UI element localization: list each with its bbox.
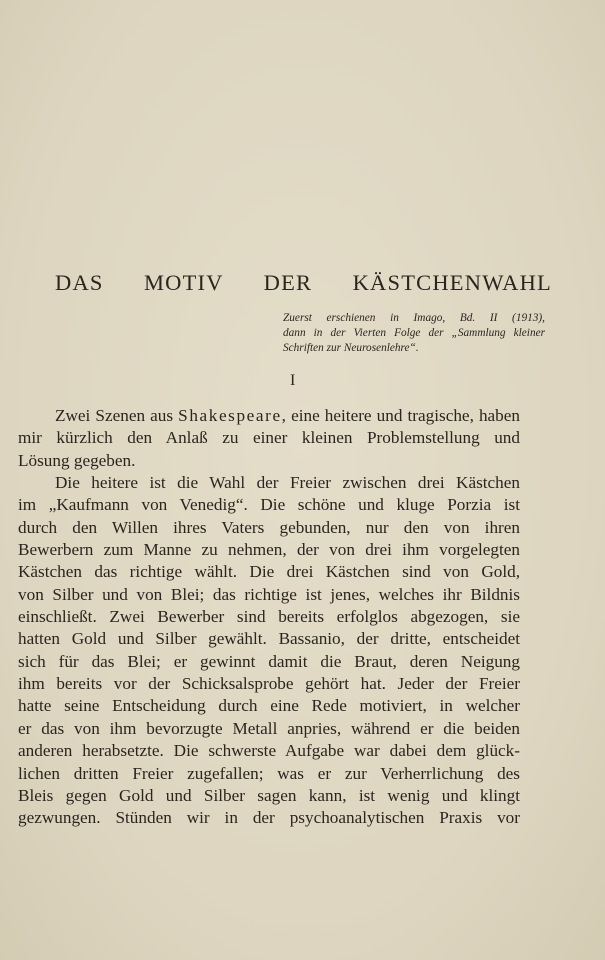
text-line: Kästchen das richtige wählt. Die drei Kästchen sind von Gold,: [18, 562, 520, 582]
source-note-line: Schriften zur Neurosenlehre“.: [283, 342, 419, 354]
text-line: sich für das Blei; er gewinnt damit die Braut, deren Neigung: [18, 651, 520, 671]
page-title: DAS MOTIV DER KÄSTCHENWAHL: [55, 270, 552, 295]
body-text: [18, 405, 520, 830]
text-line: lichen dritten Freier zugefallen; was er zur Verherrlichung des: [18, 763, 520, 783]
text-line: einschließt. Zwei Bewerber sind bereits erfolglos abgezogen, sie: [18, 607, 520, 627]
text-line: Lösung gegeben.: [18, 450, 136, 470]
text-line: ihm bereits vor der Schicksalsprobe gehört hat. Jeder der Freier: [18, 674, 520, 694]
text-line: durch den Willen ihres Vaters gebunden, nur den von ihren: [18, 517, 520, 537]
text-line: [18, 405, 520, 427]
text-line: mir kürzlich den Anlaß zu einer kleinen Problemstellung und: [18, 428, 520, 448]
section-number: I: [290, 372, 296, 389]
source-note-line: dann in der Vierten Folge der „Sammlung kleiner: [283, 327, 545, 339]
source-note: [283, 311, 545, 356]
text-line: er das von ihm bevorzugte Metall anpries, während er die beiden: [18, 718, 520, 738]
text-line: von Silber und von Blei; das richtige ist jenes, welches ihr Bildnis: [18, 584, 520, 604]
author-name: Shakespeare: [178, 406, 282, 425]
text-line: Die heitere ist die Wahl der Freier zwischen drei Kästchen: [55, 473, 520, 493]
text-line: Bewerbern zum Manne zu nehmen, der von drei ihm vorgelegten: [18, 540, 520, 560]
text-segment: Zwei Szenen aus: [55, 406, 179, 425]
text-line: hatte seine Entscheidung durch eine Rede motiviert, in welcher: [18, 696, 520, 716]
text-line: gezwungen. Stünden wir in der psychoanalytischen Praxis vor: [18, 808, 520, 828]
text-line: Bleis gegen Gold und Silber sagen kann, ist wenig und klingt: [18, 785, 520, 805]
source-note-line: Zuerst erschienen in Imago, Bd. II (1913),: [283, 312, 545, 324]
text-line: im „Kaufmann von Venedig“. Die schöne und kluge Porzia ist: [18, 495, 520, 515]
text-line: hatten Gold und Silber gewählt. Bassanio, der dritte, entscheidet: [18, 629, 520, 649]
text-line: anderen herabsetzte. Die schwerste Aufgabe war dabei dem glück-: [18, 741, 520, 761]
text-segment: , eine heitere und tragische, haben: [281, 406, 520, 425]
